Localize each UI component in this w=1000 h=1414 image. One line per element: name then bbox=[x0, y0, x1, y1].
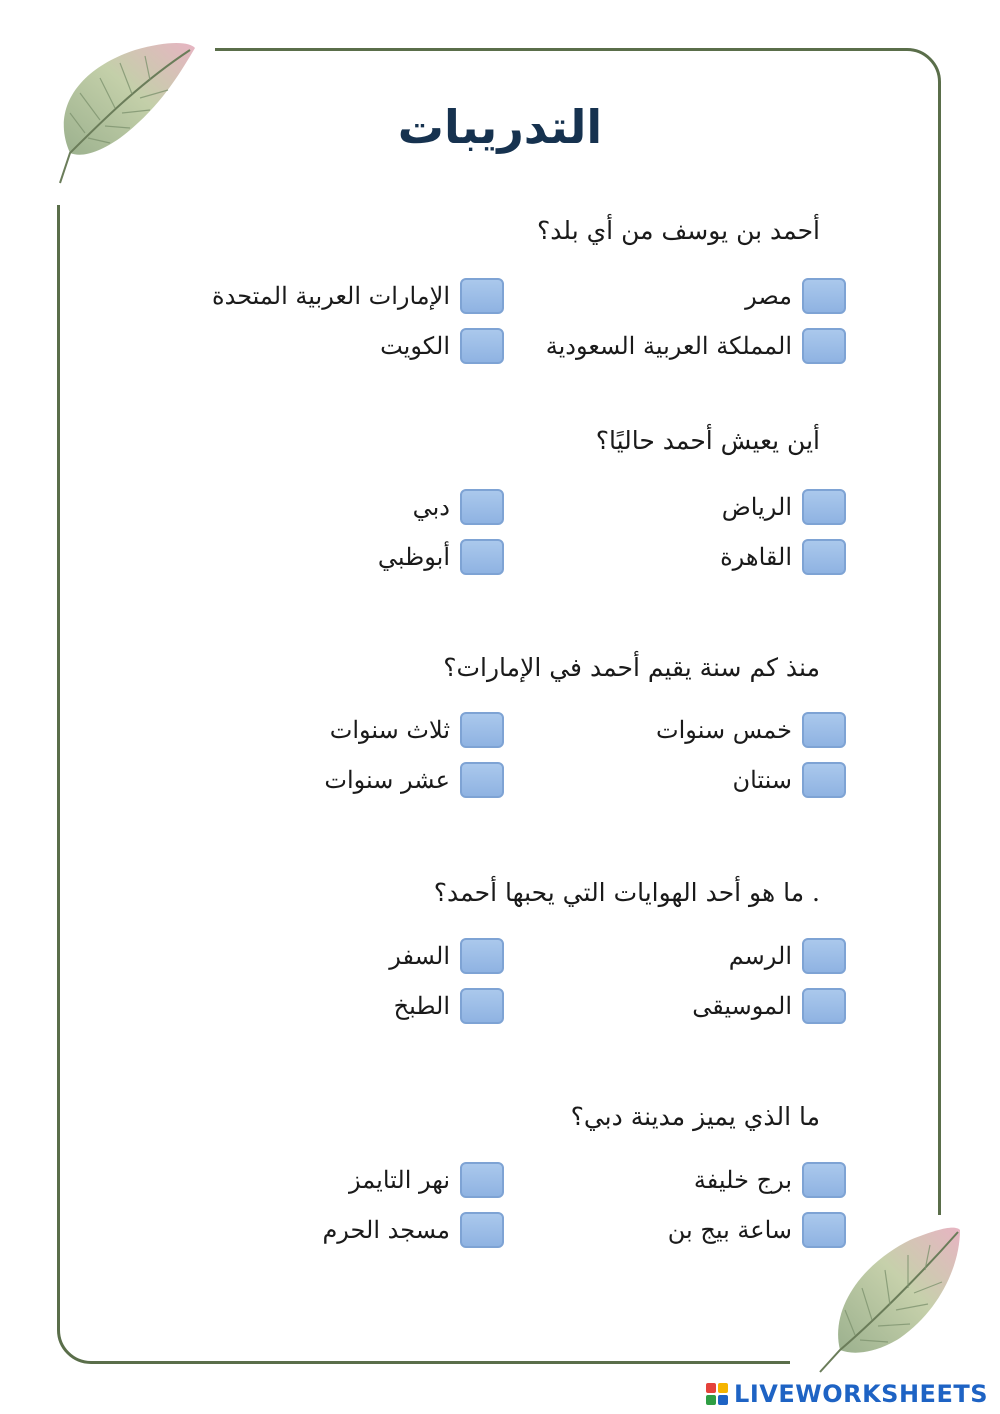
question-1: أحمد بن يوسف من أي بلد؟ bbox=[537, 216, 820, 245]
checkbox[interactable] bbox=[460, 328, 504, 364]
option-2d[interactable] bbox=[378, 537, 504, 577]
question-5: ما الذي يميز مدينة دبي؟ bbox=[570, 1102, 820, 1131]
option-label: الإمارات العربية المتحدة bbox=[212, 282, 450, 310]
checkbox[interactable] bbox=[802, 1162, 846, 1198]
option-4a[interactable] bbox=[729, 936, 846, 976]
option-5c[interactable] bbox=[668, 1210, 846, 1250]
option-3c[interactable] bbox=[732, 760, 846, 800]
question-2: أين يعيش أحمد حاليًا؟ bbox=[595, 426, 820, 455]
checkbox[interactable] bbox=[460, 539, 504, 575]
checkbox[interactable] bbox=[460, 712, 504, 748]
option-label: ثلاث سنوات bbox=[329, 716, 450, 744]
checkbox[interactable] bbox=[802, 328, 846, 364]
option-label: الكويت bbox=[380, 332, 450, 360]
checkbox[interactable] bbox=[460, 762, 504, 798]
checkbox[interactable] bbox=[460, 988, 504, 1024]
option-label: عشر سنوات bbox=[324, 766, 450, 794]
option-1c[interactable] bbox=[546, 326, 846, 366]
checkbox[interactable] bbox=[802, 1212, 846, 1248]
question-4: . ما هو أحد الهوايات التي يحبها أحمد؟ bbox=[433, 878, 820, 907]
option-3a[interactable] bbox=[656, 710, 846, 750]
option-2b[interactable] bbox=[413, 487, 504, 527]
checkbox[interactable] bbox=[802, 988, 846, 1024]
option-4c[interactable] bbox=[692, 986, 846, 1026]
option-2a[interactable] bbox=[722, 487, 846, 527]
liveworksheets-logo-icon bbox=[706, 1383, 728, 1405]
option-label: دبي bbox=[412, 493, 450, 521]
option-label: الطبخ bbox=[393, 992, 450, 1020]
question-3: منذ كم سنة يقيم أحمد في الإمارات؟ bbox=[443, 653, 820, 682]
checkbox[interactable] bbox=[460, 489, 504, 525]
footer-brand[interactable] bbox=[706, 1378, 988, 1410]
option-1a[interactable] bbox=[745, 276, 846, 316]
checkbox[interactable] bbox=[802, 938, 846, 974]
page-title: التدريبات bbox=[397, 100, 603, 154]
option-label: السفر bbox=[389, 942, 450, 970]
option-label: مسجد الحرم bbox=[322, 1216, 450, 1244]
option-5d[interactable] bbox=[322, 1210, 504, 1250]
option-5b[interactable] bbox=[349, 1160, 504, 1200]
option-2c[interactable] bbox=[720, 537, 846, 577]
checkbox[interactable] bbox=[802, 489, 846, 525]
checkbox[interactable] bbox=[802, 539, 846, 575]
option-label: برج خليفة bbox=[693, 1166, 792, 1194]
option-4b[interactable] bbox=[389, 936, 504, 976]
option-label: الموسيقى bbox=[692, 992, 792, 1020]
option-label: مصر bbox=[745, 282, 792, 310]
option-label: سنتان bbox=[732, 766, 792, 794]
option-3d[interactable] bbox=[324, 760, 504, 800]
checkbox[interactable] bbox=[802, 762, 846, 798]
option-label: نهر التايمز bbox=[349, 1166, 450, 1194]
option-1d[interactable] bbox=[380, 326, 504, 366]
option-label: المملكة العربية السعودية bbox=[545, 332, 792, 360]
option-5a[interactable] bbox=[694, 1160, 846, 1200]
checkbox[interactable] bbox=[802, 712, 846, 748]
option-4d[interactable] bbox=[394, 986, 504, 1026]
option-3b[interactable] bbox=[330, 710, 504, 750]
option-label: أبوظبي bbox=[377, 543, 450, 571]
brand-text: LIVEWORKSHEETS bbox=[734, 1380, 988, 1408]
option-label: ساعة بيج بن bbox=[667, 1216, 792, 1244]
option-label: الرسم bbox=[728, 942, 792, 970]
checkbox[interactable] bbox=[802, 278, 846, 314]
option-label: خمس سنوات bbox=[656, 716, 792, 744]
checkbox[interactable] bbox=[460, 278, 504, 314]
checkbox[interactable] bbox=[460, 1212, 504, 1248]
checkbox[interactable] bbox=[460, 938, 504, 974]
option-label: القاهرة bbox=[720, 543, 792, 571]
checkbox[interactable] bbox=[460, 1162, 504, 1198]
option-1b[interactable] bbox=[212, 276, 504, 316]
option-label: الرياض bbox=[721, 493, 792, 521]
